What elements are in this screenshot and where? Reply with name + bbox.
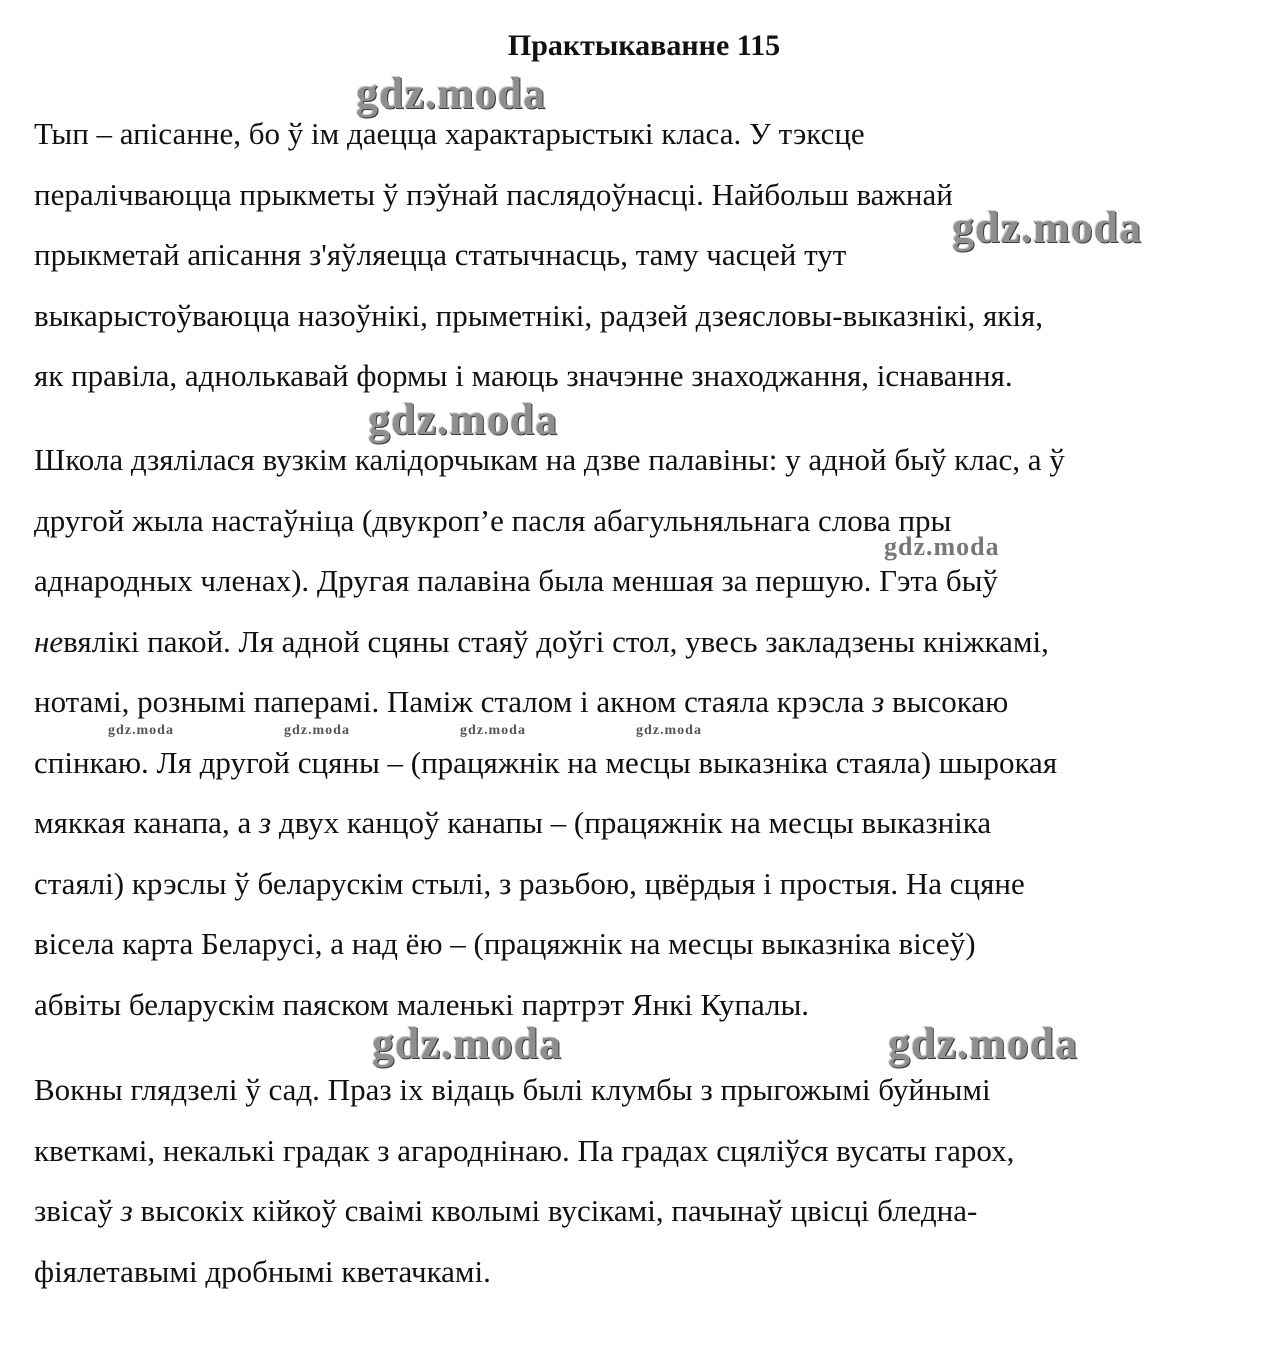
- watermark: gdz.moda: [636, 723, 702, 738]
- italic-preposition: з: [120, 1193, 133, 1228]
- text-line: другой жыла настаўніца (двукроп’е пасля абагульняльнага слова пры: [34, 502, 952, 538]
- line-end: высокаю: [884, 684, 1009, 719]
- text-line: прыкметай апісання з'яўляецца статычнасць, таму часцей тут: [34, 237, 847, 272]
- line-start: нотамі, рознымі паперамі. Паміж сталом і акном стаяла крэсла: [34, 684, 873, 719]
- italic-prefix: не: [34, 623, 64, 659]
- italic-preposition: з: [258, 805, 272, 840]
- text-line: вісела карта Беларусі, а над ёю – (працяжнік на месцы выказніка вісеў): [34, 926, 976, 961]
- text-line: абвіты беларускім паяском маленькі партрэт Янкі Купалы.: [34, 986, 810, 1022]
- italic-preposition: з: [872, 684, 885, 719]
- watermark: gdz.moda: [284, 723, 350, 738]
- paragraph-text-garden: [34, 1060, 1244, 1302]
- text-line: пералічваюцца прыкметы ў пэўнай паслядоўнасці. Найбольш важнай: [34, 176, 953, 212]
- watermark: gdz.moda: [952, 203, 1143, 252]
- watermark: gdz.moda: [108, 723, 174, 738]
- text-line: Школа дзялілася вузкім калідорчыкам на дзве палавіны: у адной быў клас, а ў: [34, 442, 1065, 477]
- page-title: Практыкаванне 115: [507, 29, 781, 62]
- watermark: gdz.moda: [368, 395, 559, 444]
- text-line: як правіла, аднолькавай формы і маюць значэнне знаходжання, існавання.: [34, 358, 1013, 393]
- text-line: [34, 793, 1244, 854]
- watermark: gdz.moda: [372, 1019, 563, 1068]
- line-end: двух канцоў канапы – (працяжнік на месцы выказніка: [271, 805, 992, 840]
- text-line: стаялі) крэслы ў беларускім стылі, з разьбою, цвёрдыя і простыя. На сцяне: [34, 865, 1025, 901]
- watermark: gdz.moda: [460, 723, 526, 738]
- text-line: кветкамі, некалькі градак з агароднінаю. Па градах сцяліўся вусаты гарох,: [34, 1132, 1015, 1168]
- paragraph-analysis: [34, 104, 1244, 407]
- text-line: Тып – апісанне, бо ў ім даецца характарыстыкі класа. У тэксце: [34, 116, 865, 151]
- watermark: gdz.moda: [356, 69, 547, 118]
- text-line: [34, 1181, 1244, 1242]
- line-start: звісаў: [34, 1193, 121, 1228]
- line-end: высокіх кійкоў сваімі кволымі вусікамі, пачынаў цвісці бледна-: [132, 1193, 978, 1228]
- line-rest: вялікі пакой. Ля адной сцяны стаяў доўгі стол, увесь закладзены кніжкамі,: [63, 623, 1049, 659]
- line-start: мяккая канапа, а: [34, 805, 259, 840]
- text-line: спінкаю. Ля другой сцяны – (працяжнік на месцы выказніка стаяла) шырокая: [34, 744, 1058, 780]
- text-line: [34, 612, 1244, 673]
- text-line: выкарыстоўваюцца назоўнікі, прыметнікі, радзей дзеясловы-выказнікі, якія,: [34, 297, 1043, 333]
- paragraph-text-school: [34, 430, 1244, 1035]
- text-line: фіялетавымі дробнымі кветачкамі.: [34, 1253, 491, 1289]
- watermark: gdz.moda: [884, 532, 1000, 561]
- watermark: gdz.moda: [888, 1019, 1079, 1068]
- text-line: [34, 672, 1244, 733]
- text-line: аднародных членах). Другая палавіна была меншая за першую. Гэта быў: [34, 563, 998, 598]
- text-line: Вокны глядзелі ў сад. Праз іх відаць былі клумбы з прыгожымі буйнымі: [34, 1072, 991, 1107]
